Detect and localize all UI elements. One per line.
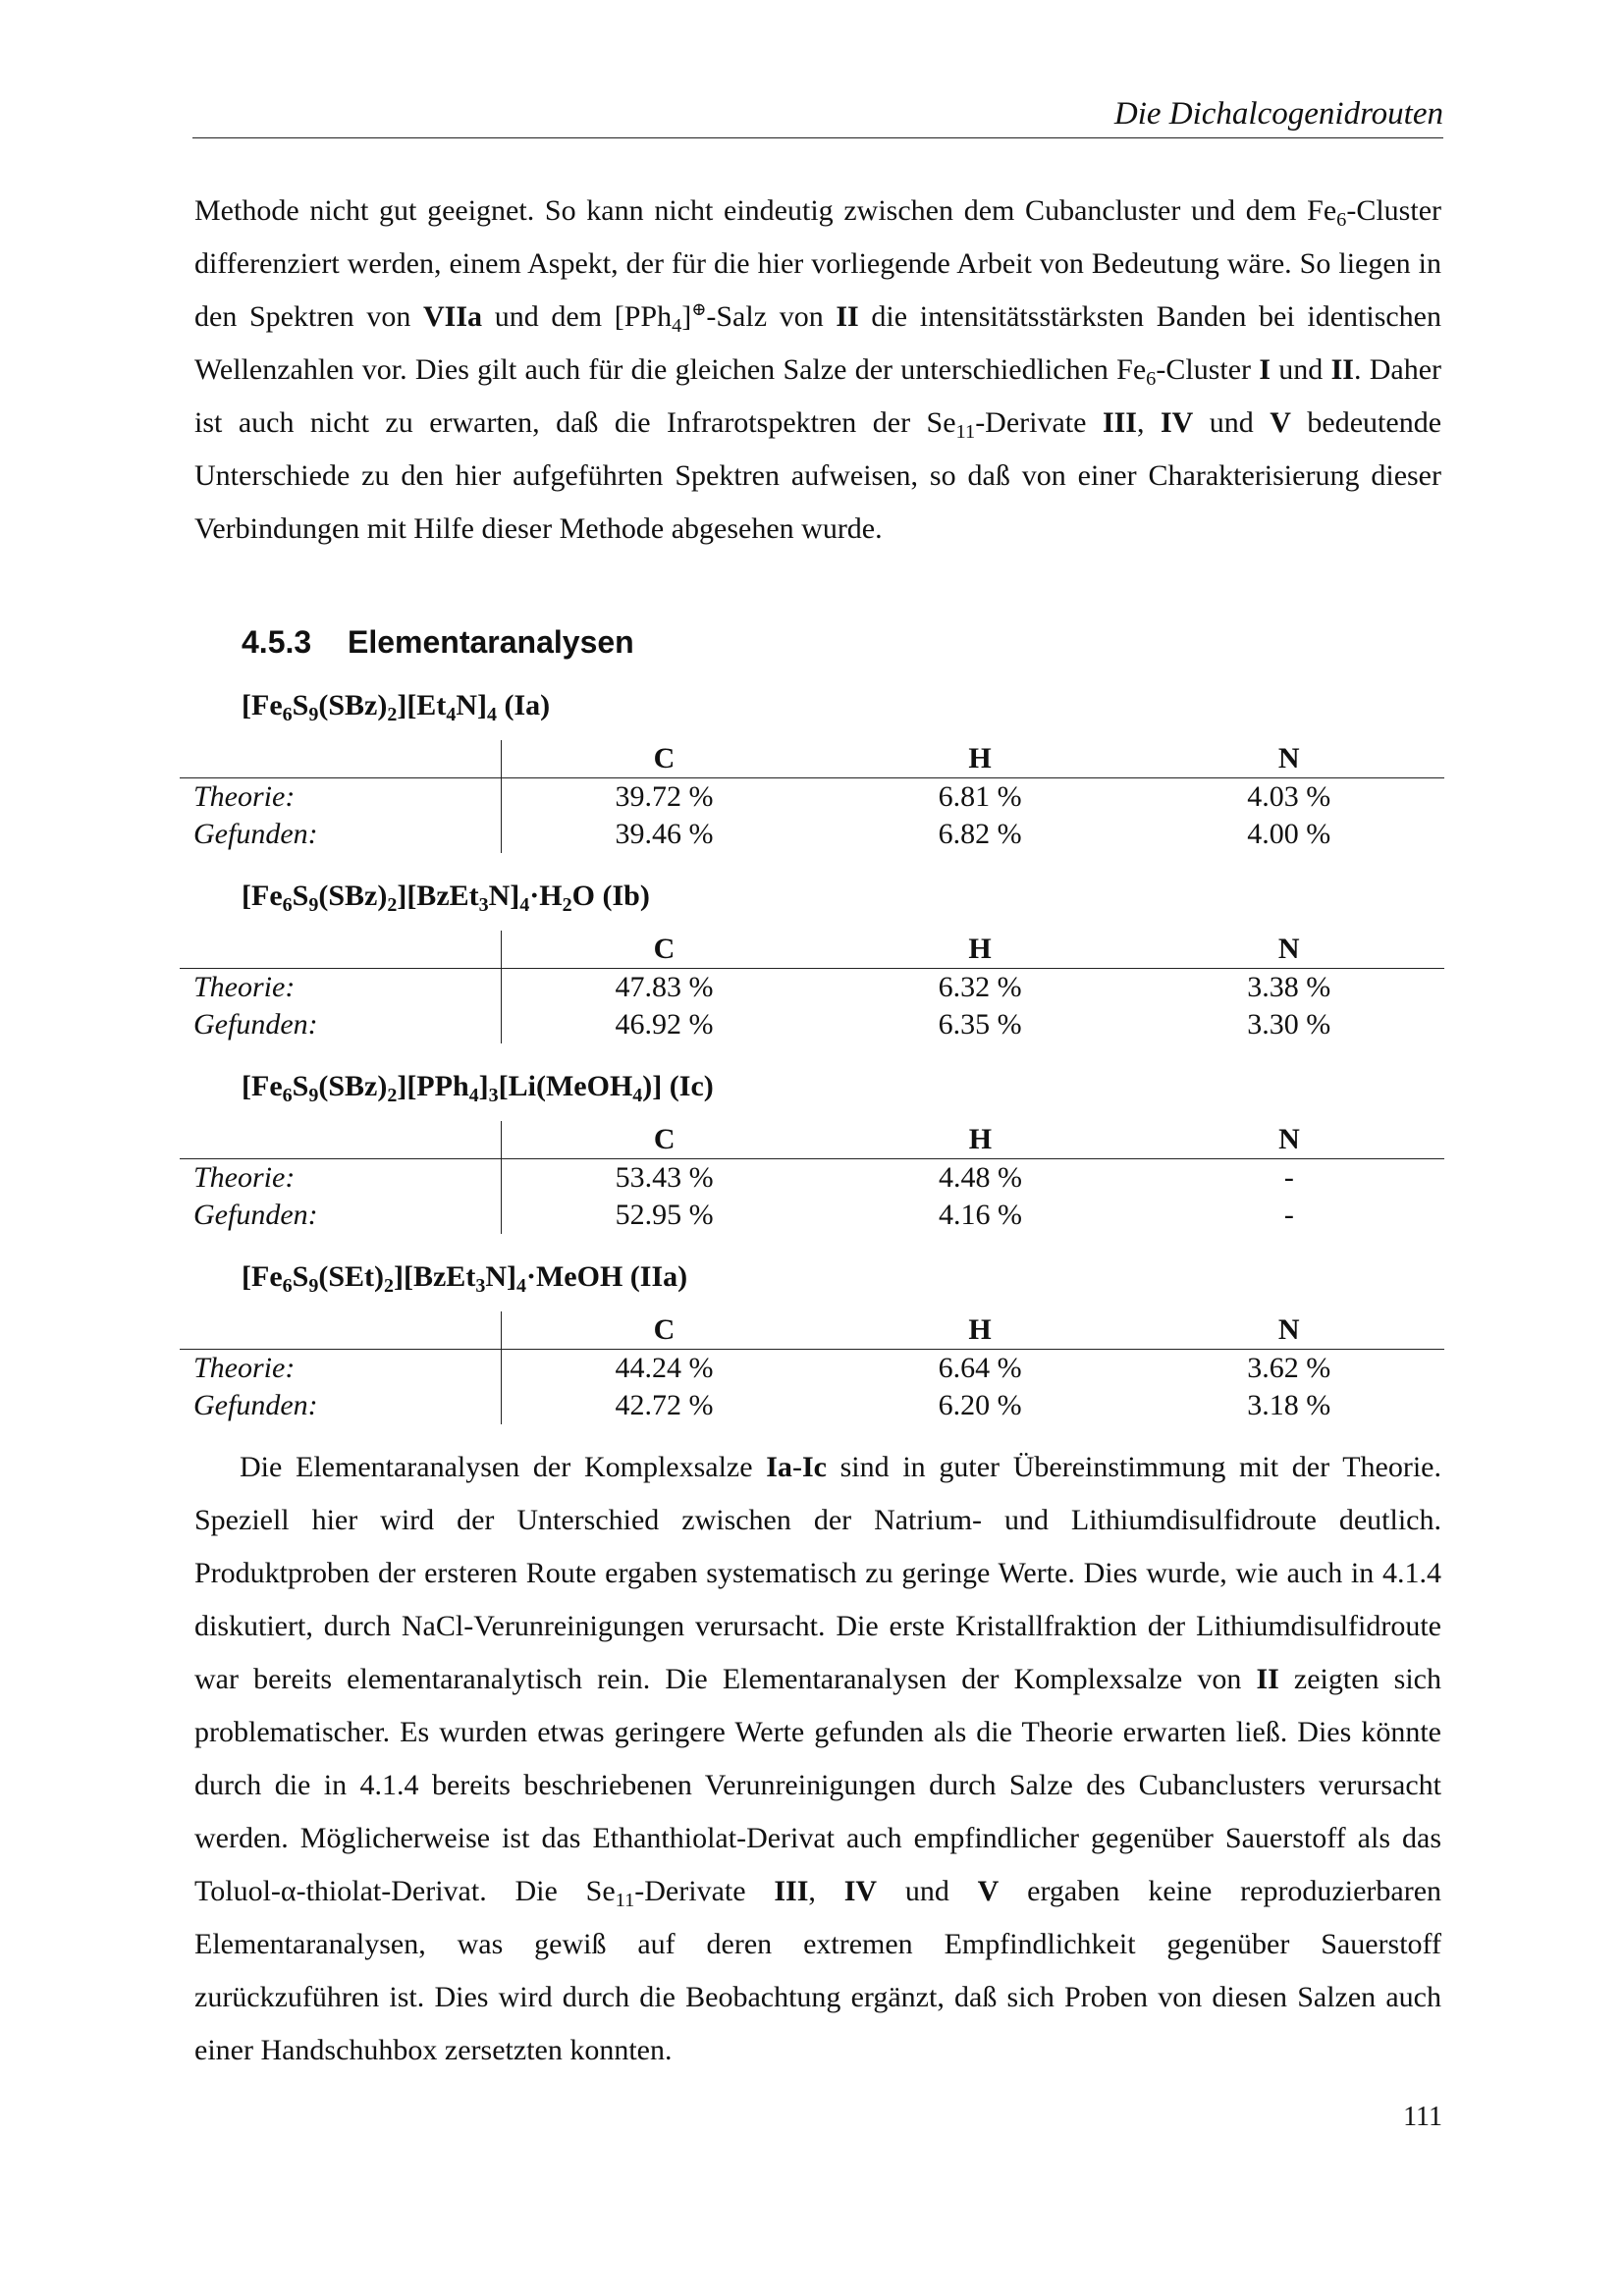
column-header: N [1134,1121,1444,1159]
row-label: Gefunden: [180,1387,502,1424]
value-cell: 6.81 % [938,780,1022,813]
compound-formula: $[Fe_6S_9(SBz)_2][BzEt_3N]_4\cdot H_2O$ (Ib) [242,880,650,916]
section-number: 4.5.3 [242,624,312,660]
column-header: N [1133,931,1444,969]
value-cell: 3.62 % [1247,1352,1331,1384]
row-label: Gefunden: [180,1006,502,1043]
value-cell: 39.72 % [615,780,714,813]
value-cell: 4.48 % [938,1161,1022,1194]
compound-formula: $[Fe_6S_9(SEt)_2][BzEt_3N]_4\cdot MeOH$ (IIa) [242,1260,688,1297]
table-row [180,1197,1444,1234]
column-header: C [502,1311,827,1350]
value-cell: 47.83 % [615,971,714,1003]
value-cell: 3.18 % [1247,1389,1331,1421]
compound-formula: $[Fe_6S_9(SBz)_2][Et_4N]_4$ (Ia) [242,689,551,725]
column-header: H [827,1311,1134,1350]
table-row [180,1387,1444,1424]
value-cell: 42.72 % [615,1389,714,1421]
row-label: Gefunden: [180,1197,502,1234]
column-header: C [502,931,827,969]
value-cell: 46.92 % [615,1008,714,1041]
row-label: Theorie: [180,1350,502,1388]
paragraph-discussion: Die Elementaranalysen der Komplexsalze Ia-Ic sind in guter Übereinstimmung mit der Theorie. Speziell hier wird der Unterschied zwischen der Natrium- und Lithiumdisulfidroute deutlich. Produktproben der ersteren Route ergaben systematisch zu geringe Werte. Dies wurde, wie auch in 4.1.4 diskutiert, durch NaCl-Verunreinigungen verursacht. Die erste Kristallfraktion der Lithiumdisulfidroute war bereits elementaranalytisch rein. Die Elementaranalysen der Komplexsalze von II zeigten sich problematischer. Es wurden etwas geringere Werte gefunden als die Theorie erwarten ließ. Dies könnte durch die in 4.1.4 bereits beschriebenen Verunreinigungen durch Salze des Cubanclusters verursacht werden. Möglicherweise ist das Ethanthiolat-Derivat auch empfindlicher gegenüber Sauerstoff als das Toluol-α-thiolat-Derivat. Die $Se_{11}$-Derivate III, IV und V ergaben keine reproduzierbaren Elementaranalysen, was gewiß auf deren extremen Empfindlichkeit gegenüber Sauerstoff zurückzuführen ist. Dies wird durch die Beobachtung ergänzt, daß sich Proben von diesen Salzen auch einer Handschuhbox zersetzten konnten. [194,1451,1442,2066]
table-row [180,1006,1444,1043]
column-header: H [827,1121,1134,1159]
elemental-analysis-table [180,1311,1444,1424]
value-cell: 3.38 % [1247,971,1331,1003]
column-header: C [502,1121,827,1159]
value-cell: 3.30 % [1247,1008,1331,1041]
value-cell: 53.43 % [615,1161,714,1194]
value-cell: 39.46 % [615,818,714,850]
value-cell: - [1283,1199,1294,1231]
value-cell: 4.00 % [1247,818,1331,850]
column-header: H [827,931,1134,969]
value-cell: 52.95 % [615,1199,714,1231]
column-header: N [1133,1311,1444,1350]
row-label: Theorie: [180,1159,502,1198]
value-cell: 6.35 % [938,1008,1022,1041]
value-cell: 6.32 % [938,971,1022,1003]
paragraph-intro: Methode nicht gut geeignet. So kann nicht eindeutig zwischen dem Cubancluster und dem $Fe_6$-Cluster differenziert werden, einem Aspekt, der für die hier vorliegende Arbeit von Bedeutung wäre. So liegen in den Spektren von VIIa und dem [PPh$_4$]⊕-Salz von II die intensitätsstärksten Banden bei identischen Wellenzahlen vor. Dies gilt auch für die gleichen Salze der unterschiedlichen $Fe_6$-Cluster I und II. Daher ist auch nicht zu erwarten, daß die Infrarotspektren der $Se_{11}$-Derivate III, IV und V bedeutende Unterschiede zu den hier aufgeführten Spektren aufweisen, so daß von einer Charakterisierung dieser Verbindungen mit Hilfe dieser Methode abgesehen wurde. [194,194,1442,545]
value-cell: - [1283,1161,1294,1194]
column-header: N [1133,740,1444,778]
table-row [180,969,1444,1007]
row-label: Theorie: [180,969,502,1007]
value-cell: 44.24 % [615,1352,714,1384]
running-header [192,94,1443,138]
value-cell: 6.82 % [938,818,1022,850]
table-row [180,1159,1444,1198]
table-row [180,816,1444,853]
section-heading [242,624,634,661]
table-row [180,778,1444,817]
value-cell: 6.64 % [938,1352,1022,1384]
value-cell: 6.20 % [938,1389,1022,1421]
row-label: Theorie: [180,778,502,817]
page-number: 111 [1403,2102,1442,2132]
value-cell: 4.03 % [1247,780,1331,813]
elemental-analysis-table [180,740,1444,853]
row-label: Gefunden: [180,816,502,853]
header-title: Die Dichalcogenidrouten [1113,96,1443,132]
elemental-analysis-table [180,931,1444,1043]
compound-formula: $[Fe_6S_9(SBz)_2][PPh_4]_3[Li(MeOH_4)]$ (Ic) [242,1070,714,1106]
elemental-analysis-table [180,1121,1444,1234]
column-header: C [502,740,827,778]
value-cell: 4.16 % [938,1199,1022,1231]
column-header: H [827,740,1134,778]
section-title: Elementaranalysen [348,624,634,660]
table-row [180,1350,1444,1388]
